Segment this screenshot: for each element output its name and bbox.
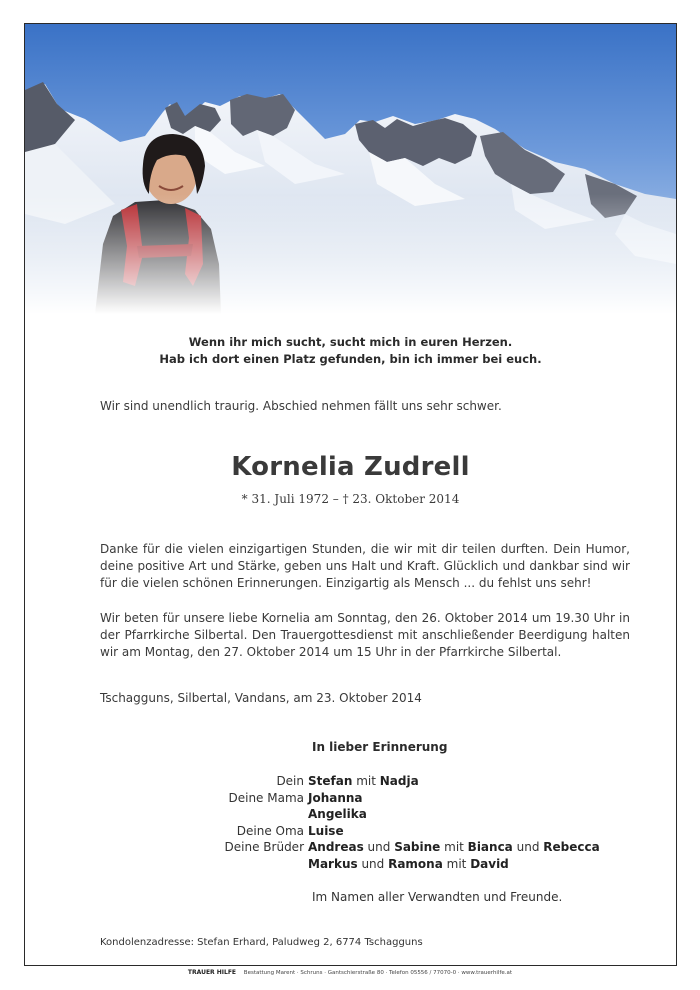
poem-quote bbox=[25, 334, 676, 368]
closing-line: Im Namen aller Verwandten und Freunde. bbox=[312, 890, 563, 904]
family-member-name: Angelika bbox=[308, 807, 367, 822]
condolence-address: Kondolenzadresse: Stefan Erhard, Paludweg 2, 6774 Tschagguns bbox=[100, 937, 423, 948]
family-connector: mit bbox=[440, 840, 468, 855]
family-connector: und bbox=[512, 840, 544, 855]
family-names bbox=[308, 790, 363, 807]
family-connector: mit bbox=[442, 856, 471, 871]
deceased-name: Kornelia Zudrell bbox=[231, 452, 470, 482]
family-row bbox=[25, 823, 676, 840]
obituary-card bbox=[24, 23, 677, 966]
poem-line-2: Hab ich dort einen Platz gefunden, bin ich immer bei euch. bbox=[159, 352, 542, 366]
family-member-name: Johanna bbox=[308, 790, 363, 805]
family-relation: Deine Brüder bbox=[224, 840, 304, 855]
family-member-name: Nadja bbox=[379, 774, 419, 788]
family-member-name: Markus bbox=[308, 856, 358, 871]
gratitude-paragraph: Danke für die vielen einzigartigen Stunden, die wir mit dir teilen durften. Dein Humor, deine positive Art und Stärke, geben uns Halt und Kraft. Glücklich und dankbar sind wir für die vielen schönen Erinnerungen. Einzigartig als Mensch ... du fehlst uns sehr! bbox=[100, 542, 630, 590]
family-names bbox=[308, 823, 344, 840]
family-member-name: Ramona bbox=[388, 856, 443, 871]
family-member-name: Bianca bbox=[467, 840, 513, 855]
family-row bbox=[25, 806, 676, 823]
family-relation bbox=[25, 856, 308, 873]
family-member-name: Sabine bbox=[394, 840, 441, 855]
family-row bbox=[25, 773, 676, 790]
service-paragraph: Wir beten für unsere liebe Kornelia am Sonntag, den 26. Oktober 2014 um 19.30 Uhr in der Pfarrkirche Silbertal. Den Trauergottesdienst mit anschließender Beerdigung halten wir am Montag, den 27. Oktober 2014 um 15 Uhr in der Pfarrkirche Silbertal. bbox=[100, 611, 630, 659]
family-names bbox=[308, 839, 600, 856]
family-relation bbox=[25, 806, 308, 823]
family-relation: Deine Oma bbox=[236, 823, 304, 838]
family-connector: und bbox=[363, 840, 395, 855]
family-names bbox=[308, 806, 367, 823]
family-names bbox=[308, 773, 419, 790]
family-member-name: Luise bbox=[308, 823, 344, 838]
memory-title: In lieber Erinnerung bbox=[312, 740, 448, 754]
family-member-name: Rebecca bbox=[543, 840, 600, 855]
family-relation: Dein bbox=[276, 774, 304, 788]
place-and-date: Tschagguns, Silbertal, Vandans, am 23. Oktober 2014 bbox=[100, 691, 422, 705]
poem-line-1: Wenn ihr mich sucht, sucht mich in euren Herzen. bbox=[188, 335, 513, 349]
footer bbox=[0, 969, 700, 976]
family-member-name: David bbox=[470, 856, 509, 871]
mountain-portrait-photo bbox=[25, 24, 676, 314]
intro-text: Wir sind unendlich traurig. Abschied nehmen fällt uns sehr schwer. bbox=[100, 399, 502, 413]
funeral-home-contact: Bestattung Marent · Schruns · Gantschierstraße 80 · Telefon 05556 / 77070-0 · www.trauerhilfe.at bbox=[243, 970, 513, 976]
life-dates: * 31. Juli 1972 – † 23. Oktober 2014 bbox=[241, 492, 460, 506]
family-relation: Deine Mama bbox=[228, 790, 304, 805]
family-row bbox=[25, 839, 676, 856]
family-row bbox=[25, 790, 676, 807]
family-connector: und bbox=[357, 856, 389, 871]
family-names bbox=[308, 856, 509, 873]
family-row bbox=[25, 856, 676, 873]
family-member-name: Stefan bbox=[308, 774, 353, 788]
family-member-name: Andreas bbox=[308, 840, 364, 855]
funeral-home-logo: TRAUER HILFE bbox=[187, 969, 237, 976]
family-connector: mit bbox=[352, 774, 380, 788]
family-list bbox=[25, 773, 676, 873]
